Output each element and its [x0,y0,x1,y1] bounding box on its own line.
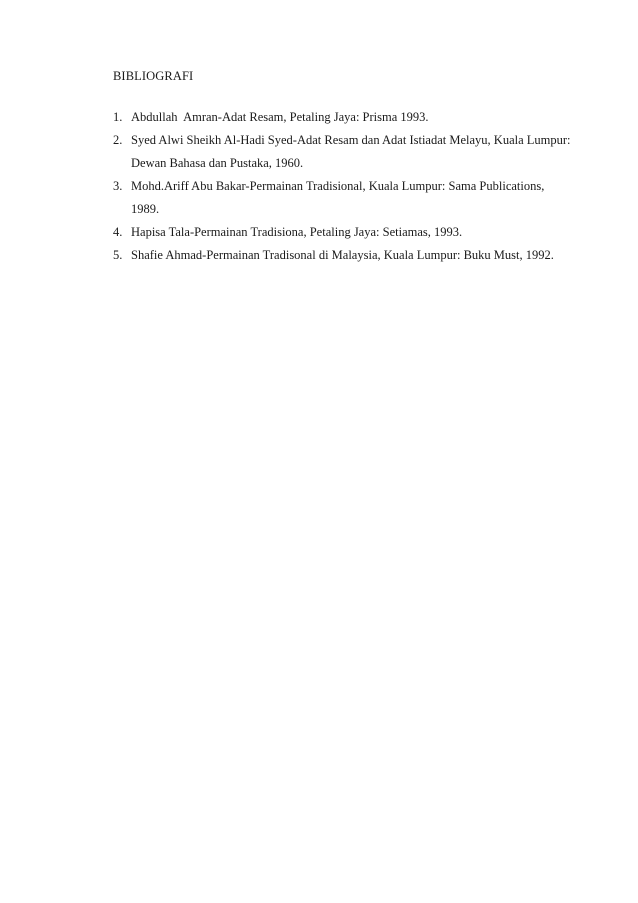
entry-number: 4. [113,225,123,239]
entry-text: Mohd.Ariff Abu Bakar-Permainan Tradisional, Kuala Lumpur: Sama Publications, 1989. [131,179,548,216]
entry-number: 5. [113,248,123,262]
entry-number: 1. [113,110,123,124]
bibliography-heading: BIBLIOGRAFI [113,69,194,83]
bibliography-entry [113,244,573,267]
entry-text: Hapisa Tala-Permainan Tradisiona, Petaling Jaya: Setiamas, 1993. [131,225,463,239]
entry-text: Shafie Ahmad-Permainan Tradisonal di Malaysia, Kuala Lumpur: Buku Must, 1992. [131,248,554,262]
entry-text: Abdullah Amran-Adat Resam, Petaling Jaya: Prisma 1993. [131,110,429,124]
bibliography-entry [113,175,573,221]
bibliography-entry [113,106,573,129]
entry-number: 2. [113,133,123,147]
entry-text: Syed Alwi Sheikh Al-Hadi Syed-Adat Resam dan Adat Istiadat Melayu, Kuala Lumpur: Dewan Bahasa dan Pustaka, 1960. [131,133,574,170]
entry-number: 3. [113,179,123,193]
bibliography-list [113,106,573,267]
bibliography-entry [113,221,573,244]
bibliography-entry [113,129,573,175]
